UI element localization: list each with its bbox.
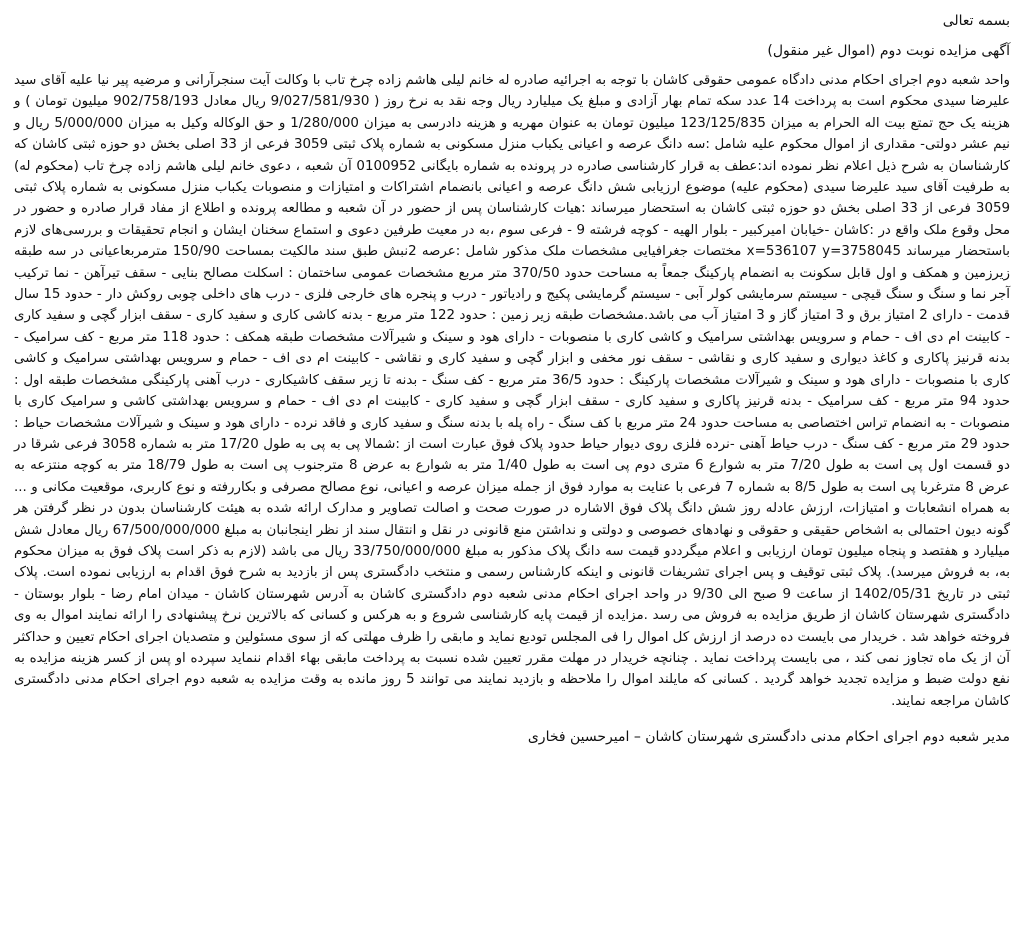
notice-title: آگهی مزایده نوبت دوم (اموال غیر منقول) bbox=[767, 43, 1010, 59]
basmala-heading: بسمه تعالی bbox=[942, 13, 1010, 29]
signature-line: مدیر شعبه دوم اجرای احکام مدنی دادگستری شهرستان کاشان – امیرحسین فخاری bbox=[527, 729, 1010, 746]
notice-body: واحد شعبه دوم اجرای احکام مدنی دادگاه عمومی حقوقی کاشان با توجه به اجرائیه صادره له خانم لیلی هاشم زاده چرخ تاب با وکالت آیت سنجرآرانی و مرضیه پیر نیا علیه آقای سید علیرضا سیدی محکوم است به پرداخت 14 عدد سکه تمام بهار آزادی و مبلغ یک میلیارد ریال وجه نقد به نرخ روز ( 9/027/581/930 ریال معادل 902/758/193 میلیون تومان ) و هزینه یک حج تمتع بیت اله الحرام به میزان 123/125/835 میلیون تومان به عنوان مهریه و هزینه دادرسی به میزان 1/280/000 و حق الوکاله وکیل به میزان 5/000/000 ریال و نیم عشر دولتی- مقداری از اموال محکوم علیه شامل :سه دانگ عرصه و اعیانی یکباب منزل مسکونی به شماره پلاک ثبتی 3059 فرعی از 33 اصلی بخش دو حوزه ثبتی کاشان که کارشناسان به شرح ذیل اعلام نظر نموده اند:عطف به قرار کارشناسی صادره در پرونده به شماره بایگانی 0100952 آن شعبه ، دعوی خانم لیلی هاشم زاده چرخ تاب (محکوم له) به طرفیت آقای سید علیرضا سیدی (محکوم علیه) موضوع ارزیابی شش دانگ عرصه و اعیانی بانضمام اشتراکات و امتیازات و منصوبات یکباب منزل مسکونی به شماره پلاک ثبتی 3059 فرعی از 33 اصلی بخش دو حوزه ثبتی کاشان به استحضار میرساند :هیات کارشناسان پس از حضور در آن شعبه و مطالعه پرونده و اطلاع از مفاد قرار صادره و حضور در محل وقوع ملک واقع در :کاشان -خیابان امیرکبیر - بلوار الهیه - کوچه فرشته 9 - فرعی سوم ،به در معیت طرفین دعوی و استماع سخنان ایشان و انجام تحقیقات و بررسی‌های لازم باستحضار میرساند x=536107 y=3758045 مختصات جغرافیایی مشخصات ملک مذکور شامل :عرصه 2نبش طبق سند مالکیت بمساحت 150/90 مترمربعاعیانی در سه طبقه زیرزمین و همکف و اول قابل سکونت به انضمام پارکینگ جمعاً به مساحت حدود 370/50 متر مربع مشخصات عمومی ساختمان : اسکلت مصالح بنایی - سقف تیرآهن - نما ترکیب آجر نما و سنگ و سنگ قیچی - سیستم سرمایشی کولر آبی - سیستم گرمایشی پکیج و رادیاتور - درب و پنجره های خارجی فلزی - درب های داخلی چوبی روکش دار - حدود 15 سال قدمت - دارای 2 امتیاز برق و 3 امتیاز گاز و 3 امتیاز آب می باشد.مشخصات طبقه زیر زمین : حدود 122 متر مربع - بدنه کاشی کاری و سفید کاری - سقف ابزار گچی و سفید کاری - کابینت ام دی اف - حمام و سرویس بهداشتی سرامیک و کاشی کاری با منصوبات - دارای هود و سینک و شیرآلات مشخصات طبقه همکف : حدود 118 متر مربع - کف سرامیک - بدنه قرنیز پاکاری و کاغذ دیواری و سفید کاری و نقاشی - سقف نور مخفی و ابزار گچی و سفید کاری و نقاشی - کابینت ام دی اف - حمام و سرویس بهداشتی سرامیک و کاشی کاری با منصوبات - دارای هود و سینک و شیرآلات مشخصات پارکینگ : حدود 36/5 متر مربع - کف سنگ - بدنه تا زیر سقف کاشیکاری - درب آهنی پارکینگی مشخصات طبقه اول : حدود 94 متر مربع - کف سرامیک - بدنه قرنیز پاکاری و سفید کاری - سقف ابزار گچی و سفید کاری - کابینت ام دی اف - حمام و سرویس بهداشتی کاشی و سرامیک کاری با منصوبات - به انضمام تراس اختصاصی به مساحت حدود 24 متر مربع با کف سنگ - راه پله با بدنه سنگ و سفید کاری و فاقد نرده - دارای هود و سینک و شیرآلات مشخصات حیاط : حدود 29 متر مربع - کف سنگ - درب حیاط آهنی -نرده فلزی روی دیوار حیاط حدود پلاک فوق عبارت است از :شمالا پی به پی به طول 17/20 متر به شماره 3058 فرعی شرقا در دو قسمت اول پی است به طول 7/20 متر به شوارع 6 متری دوم پی است به طول 1/40 متر به شوارع به عرض 8 مترجنوب پی است به طول 18/79 متر به کوچه منتزعه به عرض 8 مترغربا پی است به طول 8/5 به شماره 7 فرعی با عنایت به موارد فوق از جمله میزان عرصه و اعیانی، نوع مصالح مصرفی و بکاررفته و نوع کاربری، موقعیت مکانی و ... به همراه انشعابات و امتیازات، ارزش عادله روز شش دانگ پلاک فوق الاشاره در صورت صحت و اصالت تصاویر و مدارک ارائه شده به هیئت کارشناسان بدون در نظر گرفتن هر گونه دیون احتمالی به اشخاص حقیقی و حقوقی و نهادهای خصوصی و دولتی و نداشتن منع قانونی در نقل و انتقال سند از نظر اینجانبان به مبلغ 67/500/000/000 ریال معادل شش میلیارد و هفتصد و پنجاه میلیون تومان ارزیابی و اعلام میگرددو قیمت سه دانگ پلاک مذکور به مبلغ 33/750/000/000 ریال می باشد (لازم به ذکر است پلاک فوق به میزان محکوم به، به فروش میرسد). پلاک ثبتی توقیف و پس اجرای تشریفات قانونی و اینکه کارشناس رسمی و منتخب دادگستری پس از بازدید به شرح فوق اقدام به ارزیابی نموده است. پلاک ثبتی در تاریخ 1402/05/31 از ساعت 9 صبح الی 9/30 در واحد اجرای احکام مدنی شعبه دوم دادگستری کاشان به آدرس شهرستان کاشان - میدان امام رضا - بلوار بوستان - دادگستری شهرستان کاشان از طریق مزایده به فروش می رسد .مزایده از قیمت پایه کارشناسی شروع و به هرکس و کسانی که بالاترین نرخ پیشنهادی را ارائه نمایند اموال به وی فروخته خواهد شد . خریدار می بایست ده درصد از ارزش کل اموال را فی المجلس تودیع نماید و مابقی را ظرف مهلتی که از سوی مسئولین و متصدیان اجرای احکام تعیین و حداکثر آن از یک ماه تجاوز نمی کند ، می بایست پرداخت نماید . چنانچه خریدار در مهلت مقرر تعیین شده نسبت به پرداخت مابقی بهاء اقدام ننماید سپرده او پس از کسر هزینه مزایده به نفع دولت ضبط و مزایده تجدید خواهد گردید . کسانی که مایلند اموال را ملاحظه و بازدید نمایند می توانند 5 روز مانده به وقت مزایده به شعبه دوم اجرای احکام مدنی دادگستری کاشان مراجعه نمایند. bbox=[14, 73, 1011, 709]
